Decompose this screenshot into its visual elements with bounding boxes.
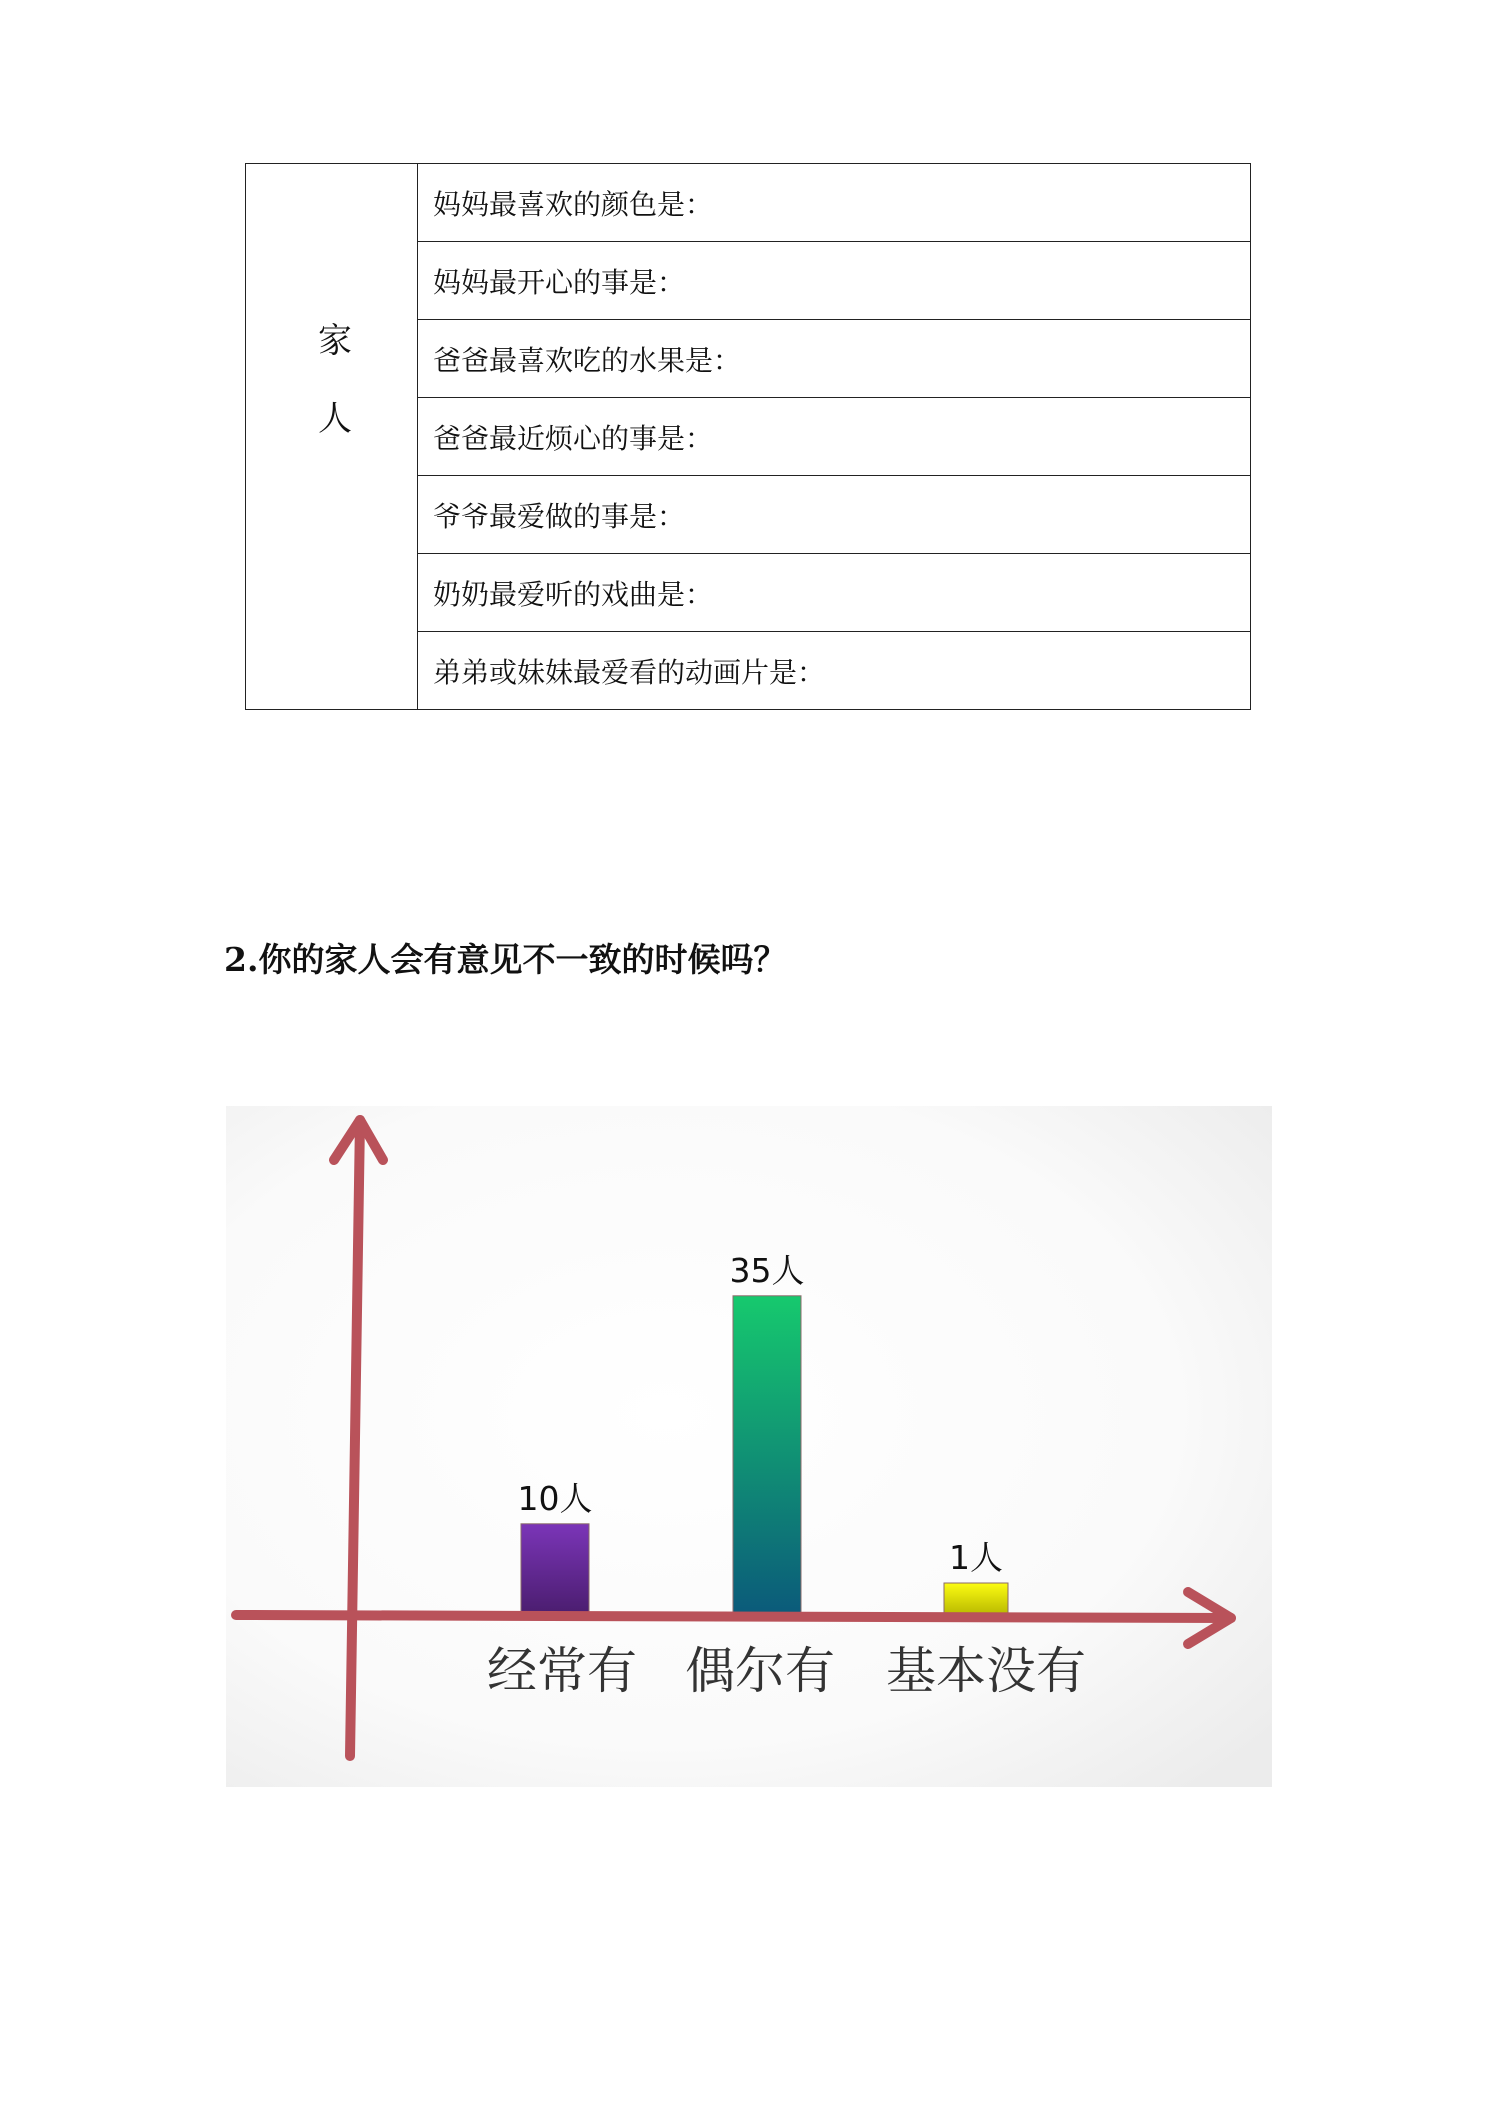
question-cell: 爷爷最爱做的事是： — [418, 476, 1251, 554]
category-label: 家人 — [311, 321, 352, 478]
category-tick-label: 经常有 — [487, 1642, 637, 1700]
question-cell: 妈妈最开心的事是： — [418, 242, 1251, 320]
question-cell: 爸爸最近烦心的事是： — [418, 398, 1251, 476]
x-axis — [236, 1615, 1231, 1618]
category-tick-label: 基本没有 — [886, 1642, 1086, 1700]
family-survey-table — [245, 163, 1251, 710]
bar-value-label: 10人 — [517, 1478, 593, 1518]
question-cell: 妈妈最喜欢的颜色是： — [418, 164, 1251, 242]
question-cell: 奶奶最爱听的戏曲是： — [418, 554, 1251, 632]
question-cell: 弟弟或妹妹最爱看的动画片是： — [418, 632, 1251, 710]
category-tick-label: 偶尔有 — [685, 1642, 835, 1700]
bar-3 — [944, 1583, 1008, 1615]
bar-2 — [733, 1296, 801, 1615]
bar-value-label: 1人 — [949, 1538, 1003, 1577]
bar-value-label: 35人 — [729, 1250, 805, 1290]
bar-1 — [521, 1524, 589, 1615]
category-cell — [246, 164, 418, 710]
bar-chart — [226, 1106, 1272, 1787]
bar-chart-svg — [226, 1106, 1272, 1787]
question-cell: 爸爸最喜欢吃的水果是： — [418, 320, 1251, 398]
table-row — [246, 164, 1251, 242]
question-heading: 2.你的家人会有意见不一致的时候吗？ — [224, 940, 787, 979]
